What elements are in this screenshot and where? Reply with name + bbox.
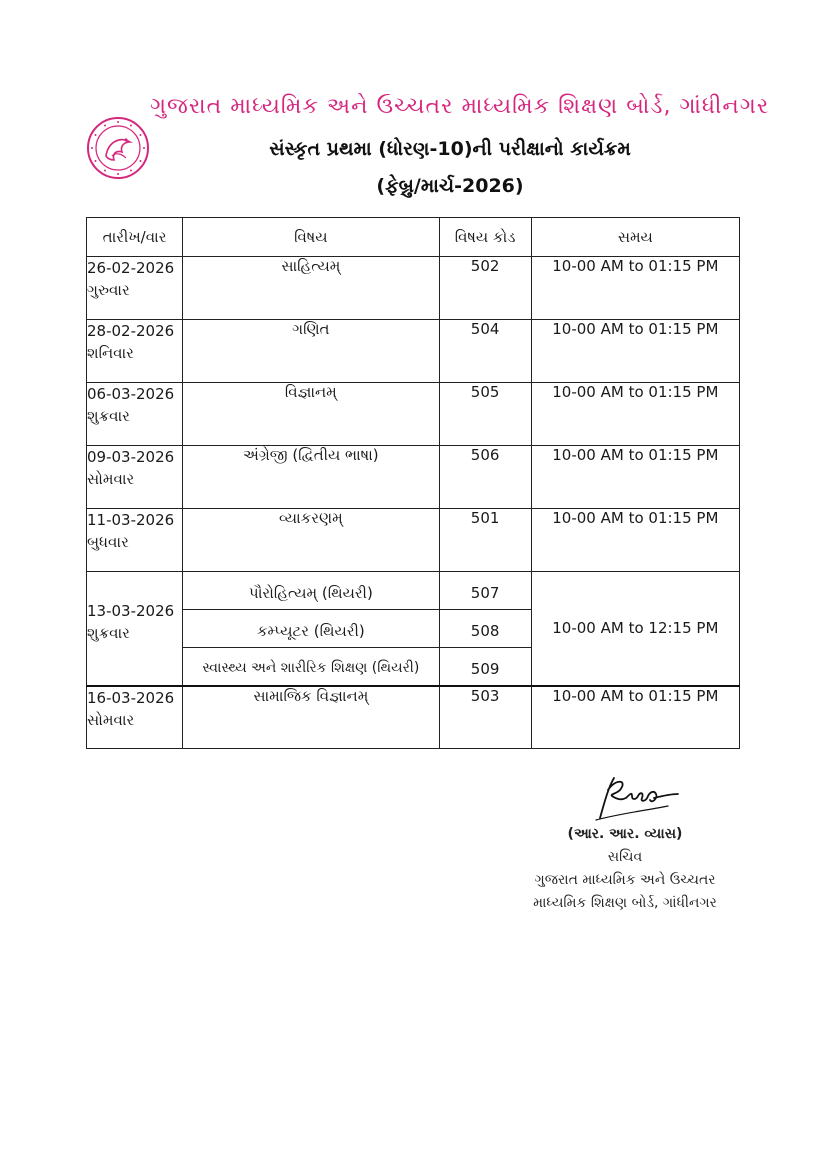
time-cell: 10-00 AM to 01:15 PM [531, 446, 739, 509]
subject-cell: પૌરોહિત્યમ્ (થિયરી) [183, 572, 439, 610]
board-logo-seal [86, 116, 150, 180]
table-row [87, 509, 740, 572]
date-cell [87, 572, 183, 686]
code-cell: 507 [439, 572, 531, 610]
header-time: સમય [531, 218, 739, 257]
subject-cell: વિજ્ઞાનમ્ [183, 383, 439, 446]
day: સોમવાર [87, 710, 135, 729]
exam-period: (ફેબ્રુ/માર્ચ-2026) [376, 175, 524, 197]
table-row [87, 383, 740, 446]
exam-title: સંસ્કૃત પ્રથમા (ધોરણ-10)ની પરીક્ષાનો કાર્યક્રમ [269, 138, 631, 160]
code-cell: 502 [439, 257, 531, 320]
day: બુધવાર [87, 533, 129, 551]
exam-schedule-table [86, 217, 740, 749]
table-row [87, 320, 740, 383]
signatory-org-line2: માધ્યમિક શિક્ષણ બોર્ડ, ગાંધીનગર [533, 895, 717, 911]
board-title: ગુજરાત માધ્યમિક અને ઉચ્ચતર માધ્યમિક શિક્ષણ બોર્ડ, ગાંધીનગર [150, 94, 770, 119]
subject-cell: કમ્પ્યૂટર (થિયરી) [183, 610, 439, 648]
day: શનિવાર [87, 344, 134, 362]
time-cell: 10-00 AM to 01:15 PM [531, 257, 739, 320]
header-date: તારીખ/વાર [87, 218, 183, 257]
date-cell [87, 257, 183, 320]
code-cell: 505 [439, 383, 531, 446]
subject-cell: સાહિત્યમ્ [183, 257, 439, 320]
code-cell: 509 [439, 648, 531, 686]
date-cell [87, 686, 183, 749]
date: 06-03-2026 [87, 385, 175, 403]
header-code: વિષય કોડ [439, 218, 531, 257]
subject-cell: સામાજિક વિજ્ઞાનમ્ [183, 686, 439, 749]
code-cell: 506 [439, 446, 531, 509]
header-subject: વિષય [183, 218, 439, 257]
code-cell: 504 [439, 320, 531, 383]
day: સોમવાર [87, 470, 135, 488]
date: 26-02-2026 [87, 259, 175, 277]
day: શુક્રવાર [87, 407, 130, 425]
date-cell [87, 320, 183, 383]
subject-cell: અંગ્રેજી (દ્વિતીય ભાષા) [183, 446, 439, 509]
time-cell: 10-00 AM to 12:15 PM [531, 572, 739, 686]
subject-cell: સ્વાસ્થ્ય અને શારીરિક શિક્ષણ (થિયરી) [183, 648, 439, 686]
table-row [87, 257, 740, 320]
day: શુક્રવાર [87, 624, 130, 642]
time-cell: 10-00 AM to 01:15 PM [531, 320, 739, 383]
date-cell [87, 446, 183, 509]
code-cell: 508 [439, 610, 531, 648]
table-row [87, 446, 740, 509]
date: 13-03-2026 [87, 602, 175, 620]
code-cell: 503 [439, 686, 531, 749]
date: 16-03-2026 [87, 688, 175, 707]
date-cell [87, 509, 183, 572]
table-row [87, 572, 740, 610]
time-cell: 10-00 AM to 01:15 PM [531, 509, 739, 572]
date: 11-03-2026 [87, 511, 175, 529]
code-cell: 501 [439, 509, 531, 572]
time-cell: 10-00 AM to 01:15 PM [531, 383, 739, 446]
date-cell [87, 383, 183, 446]
signatory-name: (આર. આર. વ્યાસ) [567, 826, 683, 842]
table-header-row [87, 218, 740, 257]
date: 28-02-2026 [87, 322, 175, 340]
time-cell: 10-00 AM to 01:15 PM [531, 686, 739, 749]
subject-cell: ગણિત [183, 320, 439, 383]
table-row [87, 686, 740, 749]
signatory-org-line1: ગુજરાત માધ્યમિક અને ઉચ્ચતર [534, 872, 716, 888]
day: ગુરુવાર [87, 281, 130, 299]
date: 09-03-2026 [87, 448, 175, 466]
handwritten-signature [588, 770, 684, 824]
signatory-designation: સચિવ [607, 849, 643, 865]
signatory-block [520, 823, 730, 915]
subject-cell: વ્યાકરણમ્ [183, 509, 439, 572]
